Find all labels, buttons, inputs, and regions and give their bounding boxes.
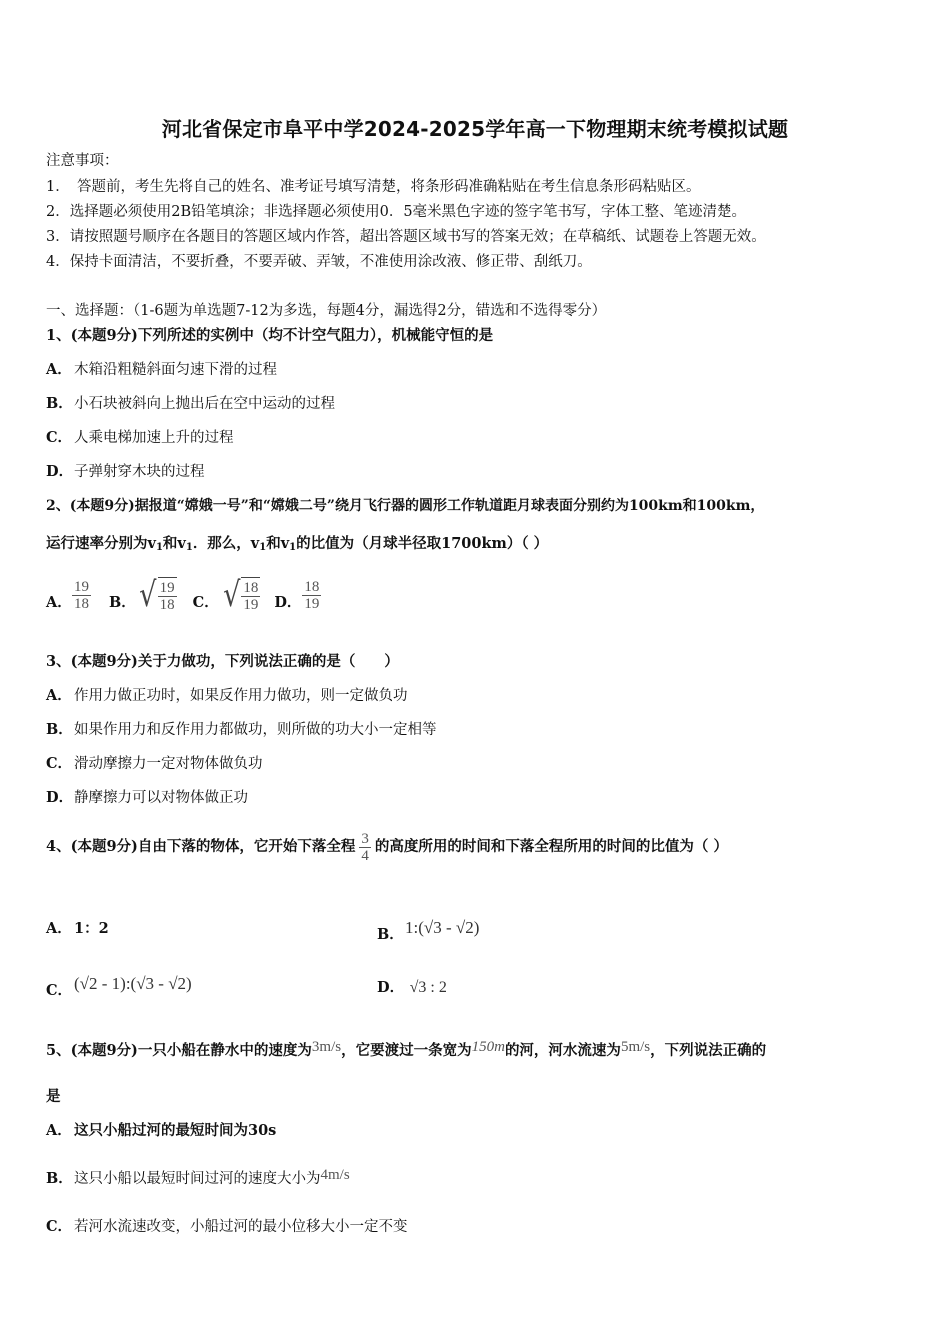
stem-part: 的河，河水流速为 [504,1042,621,1059]
river-width: 150m [471,1039,505,1055]
question-2-stem-line1: 2、(本题9分)据报道“嫦娥一号”和“嫦娥二号”绕月飞行器的圆形工作轨道距月球表面分别约为100km和100km， [46,498,765,514]
notice-item: 1． 答题前，考生先将自己的姓名、准考证号填写清楚，将条形码准确粘贴在考生信息条形码粘贴区。 [46,179,701,195]
denominator: 18 [159,597,175,613]
q3-option-d [46,788,248,808]
option-text: 木箱沿粗糙斜面匀速下滑的过程 [74,362,277,378]
page-title: 河北省保定市阜平中学2024-2025学年高一下物理期末统考模拟试题 [161,117,789,141]
subscript: 1 [289,542,297,553]
q3-option-a [46,686,408,706]
option-label: A． [46,920,72,937]
option-text: 小石块被斜向上抛出后在空中运动的过程 [74,396,335,412]
option-text: 如果作用力和反作用力都做功，则所做的功大小一定相等 [74,722,437,738]
fraction-19-18 [72,579,91,612]
option-label: B． [46,721,73,738]
q5-option-b [46,1165,350,1189]
option-math: 1:(√3 - √2) [405,918,480,937]
numerator: 18 [304,578,320,595]
subscript: 1 [155,542,163,553]
notice-item: 2．选择题必须使用2B铅笔填涂；非选择题必须使用0．5毫米黑色字迹的签字笔书写，字体工整、笔迹清楚。 [46,204,747,220]
sqrt-fraction-18-19 [221,577,261,613]
stem-part: 4、(本题9分)自由下落的物体，它开始下落全程 [46,838,356,855]
numerator: 18 [243,580,259,596]
radical-sign: √ [139,575,157,615]
option-label: C． [192,594,219,611]
option-label: B． [46,395,73,412]
notice-item: 4．保持卡面清洁，不要折叠，不要弄破、弄皱，不准使用涂改液、修正带、刮纸刀。 [46,254,592,270]
denominator: 4 [361,847,369,864]
q2-options [46,573,321,617]
option-label: A． [46,594,72,611]
question-2-stem-line2 [46,534,548,558]
option-label: C． [46,982,73,999]
option-text: 子弹射穿木块的过程 [74,464,205,480]
option-label: D． [274,594,302,611]
option-label: A． [46,361,72,378]
option-text: 作用力做正功时，如果反作用力做功，则一定做负功 [74,688,408,704]
radical-sign: √ [222,575,241,615]
option-text: 若河水流速改变，小船过河的最小位移大小一定不变 [74,1219,408,1235]
stem-part: 的高度所用的时间和下落全程所用的时间的比值为（ ） [374,838,728,855]
question-5-stem [46,1037,766,1061]
question-4-stem [46,822,728,872]
subscript: 1 [259,542,267,553]
section-heading: 一、选择题：（1-6题为单选题7-12为多选，每题4分，漏选得2分，错选和不选得零分） [46,303,607,319]
speed-value: 5m/s [620,1039,651,1055]
stem-part: 运行速率分别为v [46,535,156,552]
fraction-18-19 [302,579,321,612]
option-text: 人乘电梯加速上升的过程 [74,430,234,446]
denominator: 19 [304,595,320,612]
q4-option-c [46,964,192,1004]
option-text: 静摩擦力可以对物体做正功 [74,790,248,806]
option-label: C． [46,429,73,446]
stem-part: ．那么，v [192,535,260,552]
option-text: 这只小船以最短时间过河的速度大小为 [74,1171,321,1187]
q4-option-a [46,919,109,939]
q5-option-c [46,1217,408,1237]
notice-heading: 注意事项： [46,153,119,169]
q1-option-d [46,462,205,482]
option-text: 滑动摩擦力一定对物体做负功 [74,756,263,772]
option-label: C． [46,1218,73,1235]
fraction-3-4 [359,831,371,864]
q1-option-a [46,360,277,380]
numerator: 19 [159,580,175,596]
numerator: 19 [74,578,89,595]
q3-option-c [46,754,263,774]
q3-option-b [46,720,437,740]
option-label: D． [46,789,74,806]
stem-part: 和v [162,535,186,552]
stem-part: ，它要渡过一条宽为 [341,1042,472,1059]
stem-part: 的比值为（月球半径取1700km）（ ） [296,535,549,552]
stem-part: 和v [266,535,290,552]
subscript: 1 [185,542,193,553]
denominator: 19 [243,597,259,613]
option-label: B． [46,1170,73,1187]
q1-option-c [46,428,234,448]
denominator: 18 [74,595,89,612]
notice-item: 3．请按照题号顺序在各题目的答题区域内作答，超出答题区域书写的答案无效；在草稿纸、试题卷上答题无效。 [46,229,766,245]
question-3-stem: 3、(本题9分)关于力做功，下列说法正确的是（ ） [46,653,399,670]
option-label: D． [46,463,74,480]
option-label: A． [46,1122,72,1139]
option-math: √3 : 2 [409,979,447,996]
option-label: B． [377,926,404,943]
speed-value: 3m/s [311,1039,342,1055]
question-1-stem: 1、(本题9分)下列所述的实例中（均不计空气阻力），机械能守恒的是 [46,327,494,344]
sqrt-fraction-19-18 [137,577,177,613]
speed-value: 4m/s [320,1167,350,1183]
q4-option-b [377,908,479,948]
q1-option-b [46,394,335,414]
option-label: A． [46,687,72,704]
stem-part: 5、(本题9分)一只小船在静水中的速度为 [46,1042,312,1059]
option-text: 1：2 [74,920,109,937]
q5-option-a [46,1121,276,1141]
option-label: B． [109,594,136,611]
numerator: 3 [361,830,369,847]
option-label: D． [377,979,405,996]
q4-option-d [377,978,447,998]
question-5-stem-end: 是 [46,1088,61,1105]
stem-part: ，下列说法正确的 [650,1042,767,1059]
option-label: C． [46,755,73,772]
option-math: (√2 - 1):(√3 - √2) [74,974,192,993]
option-text: 这只小船过河的最短时间为30s [74,1122,277,1139]
